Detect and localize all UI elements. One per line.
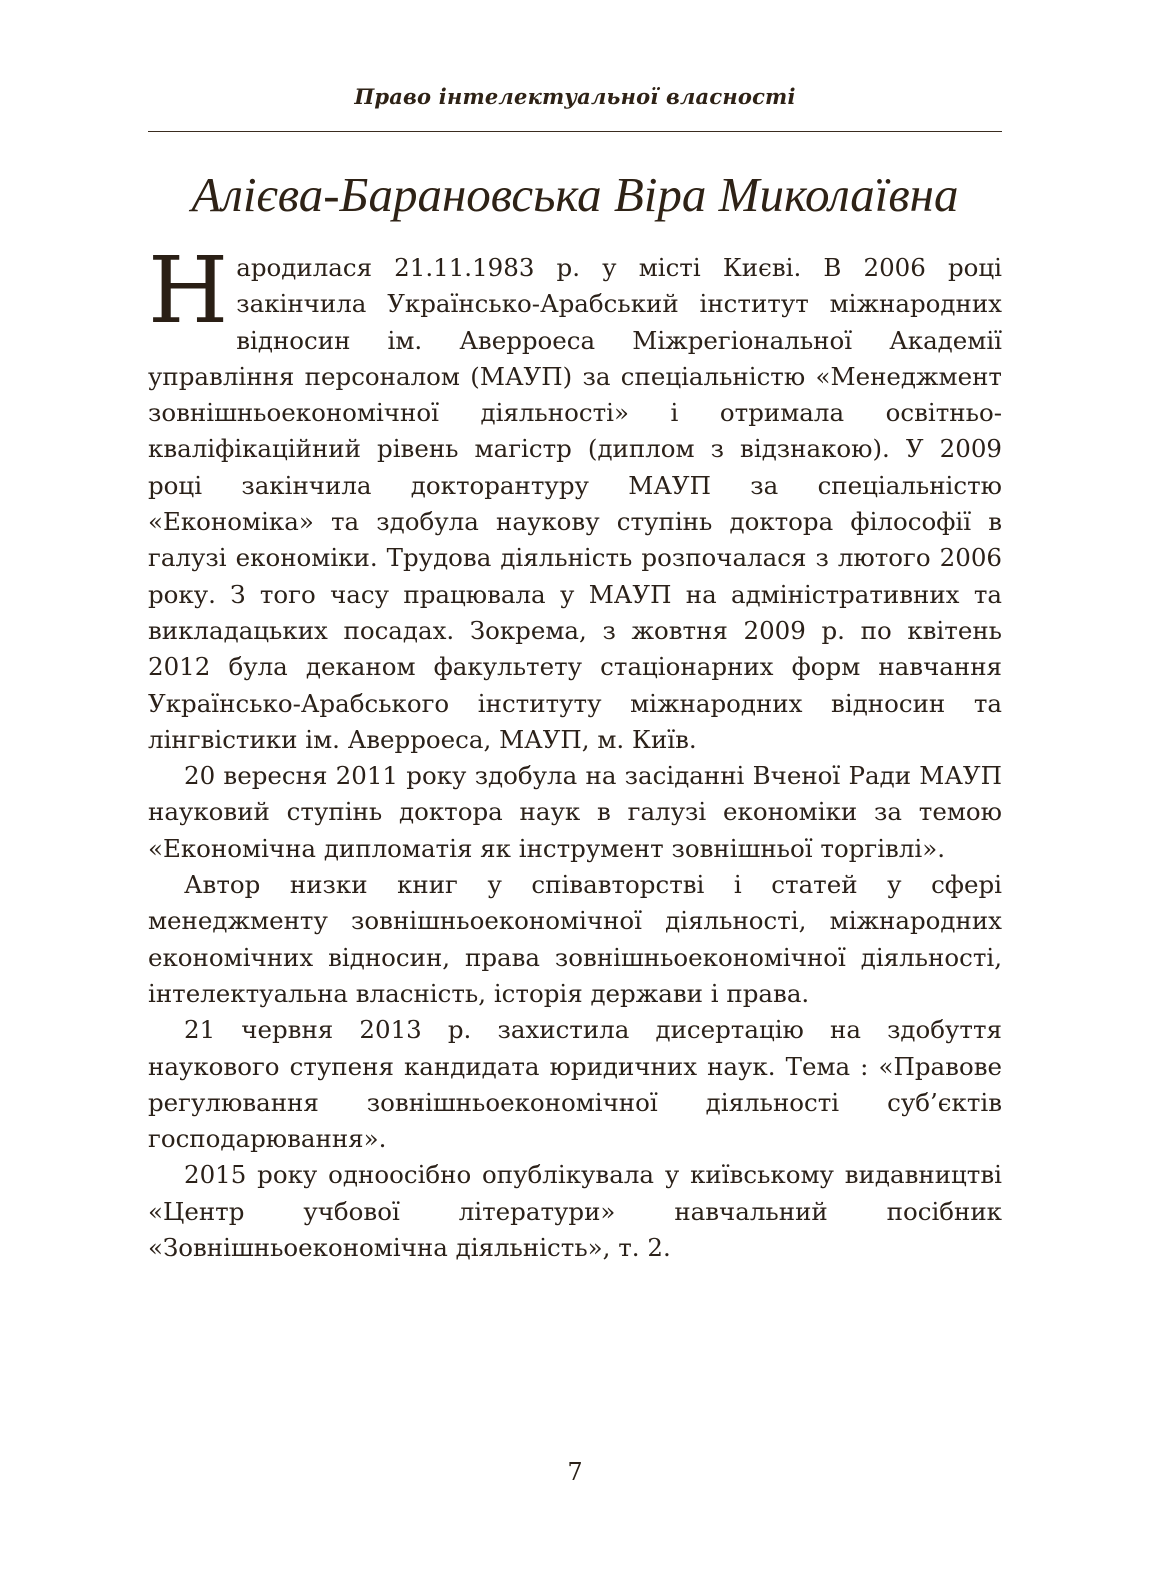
header-divider [148,131,1002,132]
paragraph-4: 21 червня 2013 р. захистила дисертацію на здобуття наукового ступеня кандидата юридичних наук. Тема : «Правове регулювання зовнішньоекономічної діяльності суб’єктів господарювання». [148,1015,1002,1154]
page-number: 7 [567,1458,583,1486]
paragraph-3: Автор низки книг у співавторстві і статей у сфері менеджменту зовнішньоекономічної діяльності, міжнародних економічних відносин, права зовнішньоекономічної діяльності, інтелектуальна власність, історія держави і права. [148,870,1002,1008]
drop-cap-letter: Н [148,237,229,344]
paragraph-1-text: ародилася 21.11.1983 р. у місті Києві. В 2006 році закінчила Українсько-Арабський інститут міжнародних відносин ім. Аверроеса Міжрегіональної Академії управління персоналом (МАУП) за спеціальністю «Менеджмент зовнішньоекономічної діяльності» і отримала освітньо-кваліфікаційний рівень магістр (диплом з відзнакою). У 2009 році закінчила докторантуру МАУП за спеціальністю «Економіка» та здобула наукову ступінь доктора філософії в галузі економіки. Трудова діяльність розпочалася з лютого 2006 року. З того часу працювала у МАУП на адміністративних та викладацьких посадах. Зокрема, з жовтня 2009 р. по квітень 2012 була деканом факультету стаціонарних форм навчання Українсько-Арабського інституту міжнародних відносин та лінгвістики ім. Аверроеса, МАУП, м. Київ. [148,253,1002,754]
paragraph-5: 2015 року одноосібно опублікувала у київському видавництві «Центр учбової літератури» навчальний посібник «Зовнішньоекономічна діяльність», т. 2. [148,1160,1002,1263]
paragraph-2: 20 вересня 2011 року здобула на засіданні Вченої Ради МАУП науковий ступінь доктора наук в галузі економіки за темою «Економічна дипломатія як інструмент зовнішньої торгівлі». [148,761,1002,863]
author-name-heading: Алієва-Барановська Віра Миколаївна [191,167,959,222]
biography-text [148,237,1002,1266]
paragraph-1 [148,237,1002,758]
running-head-title: Право інтелектуальної власності [354,84,796,109]
